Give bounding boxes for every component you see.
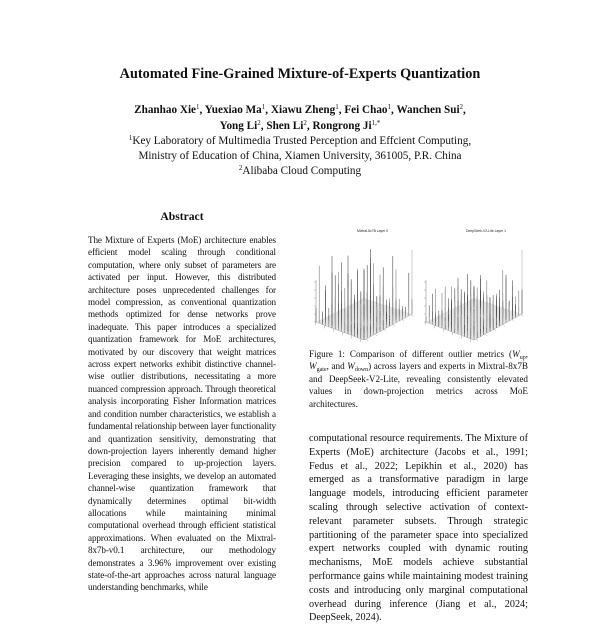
y-tick [485, 334, 487, 336]
author-list [0, 102, 600, 134]
affiliation-1-text: Key Laboratory of Multimedia Trusted Perception and Effcient Computing, [132, 135, 472, 147]
x-tick [351, 336, 352, 339]
paper-title: Automated Fine-Grained Mixture-of-Experts Quantization [119, 66, 481, 82]
panel-left-3d-plot [314, 249, 413, 342]
caption-comma: , [525, 349, 528, 359]
intro-paragraph: computational resource requirements. The Mixture of Experts (MoE) architecture (Jacobs et al., 1991; Fedus et al., 2022; Lepikhin et al., 2020) has emerged as a transformative paradigm in large language models, introducing efficient parameter scaling through selective activation of context-relevant parameter subsets. Through strategic partitioning of the parameter space into specialized expert networks coupled with dynamic routing mechanisms, MoE models achieve substantial performance gains while maintaining modest training costs and introducing only marginal computational overhead during inference (Jiang et al., 2024; DeepSeek, 2024). [309, 433, 528, 624]
affiliation-2-sup: 2 [238, 164, 243, 172]
y-tick [476, 339, 478, 341]
author-affiliation-sup: 1 [196, 103, 200, 111]
author-separator: , [391, 104, 397, 116]
author-affiliation-sup: 1,* [371, 119, 381, 127]
affiliation-2 [0, 164, 600, 179]
abstract-text: The Mixture of Experts (MoE) architecture enables efficient model scaling through conditional computation, where only subset of parameters are activated per input. However, this distributed architecture poses unprecedented challenges for model compression, as conventional quantization methods optimized for dense networks prove inadequate. This paper introduces a specialized quantization framework for MoE architectures, motivated by our discovery that weight matrices across expert networks exhibit distinctive channel-wise outlier distributions, necessitating a more nuanced compression approach. Through theoretical analysis incorporating Fisher Information matrices and condition number characteristics, we establish a fundamental relationship between layer functionality and quantization sensitivity, demonstrating that down-projection layers inherently demand higher precision compared to up-projection layers. Leveraging these insights, we develop an automated channel-wise quantization framework that dynamically determines optimal bit-width allocations while maintaining minimal computational overhead through efficient statistical approximations. When evaluated on the Mixtral-8x7b-v0.1 architecture, our methodology demonstrates a 3.96% improvement over existing state-of-the-art approaches across natural language understanding benchmarks, while [88, 235, 276, 593]
author-name: Zhanhao Xie [134, 104, 197, 116]
x-tick [461, 336, 462, 339]
figure-1-caption [309, 348, 528, 410]
x-tick [425, 322, 426, 325]
affiliation-1-line-2: Ministry of Education of China, Xiamen University, 361005, P.R. China [138, 150, 462, 162]
author-name: Xiawu Zheng [270, 104, 336, 116]
y-tick [512, 319, 514, 321]
figure-1-plots [308, 218, 528, 342]
affiliations [0, 134, 600, 179]
panel-left-title: Mixtral-8x7B Layer 0 [357, 229, 389, 233]
caption-sub-up: up [519, 355, 526, 361]
y-tick [366, 339, 368, 341]
caption-w-up: W [512, 349, 520, 359]
y-tick [375, 334, 377, 336]
x-tick [324, 325, 325, 328]
y-tick [411, 315, 413, 317]
caption-part-3: ) across layers and experts in Mixtral-8x7B and DeepSeek-V2-Lite, revealing consistently elevated values in down-projection metrics across MoE architectures. [309, 361, 528, 409]
author-affiliation-sup: 1 [387, 103, 392, 111]
x-tick [342, 332, 343, 335]
author-name: Yuexiao Ma [204, 104, 262, 116]
author-line-1 [0, 102, 600, 118]
affiliation-1-sup: 1 [128, 134, 133, 142]
author-separator: , [265, 104, 271, 116]
author-affiliation-sup: 2 [303, 119, 307, 127]
author-name: Yong Li [219, 120, 258, 132]
x-tick [452, 332, 453, 335]
caption-sub-down: down [354, 367, 369, 374]
y-tick [384, 329, 386, 331]
author-name: Wanchen Sui [396, 104, 460, 116]
x-tick [315, 322, 316, 325]
author-name: Rongrong Ji [312, 120, 372, 132]
x-tick [360, 339, 361, 342]
y-tick [494, 329, 496, 331]
affiliation-1-line-1 [0, 134, 600, 149]
author-affiliation-sup: 2 [459, 103, 464, 111]
author-separator: , [260, 120, 267, 132]
y-tick [402, 319, 404, 321]
author-affiliation-sup: 1 [335, 103, 339, 111]
x-tick [333, 329, 334, 332]
author-name: Fei Chao [344, 104, 388, 116]
affiliation-2-text: Alibaba Cloud Computing [242, 165, 362, 177]
x-tick [470, 339, 471, 342]
author-separator: , [199, 104, 205, 116]
y-tick [393, 324, 395, 326]
author-separator: , [338, 104, 345, 116]
caption-w-down: W [347, 361, 355, 372]
x-tick [434, 325, 435, 328]
caption-part-2: , and [326, 361, 348, 372]
caption-part-1: Figure 1: Comparison of different outlier metrics ( [309, 349, 513, 359]
author-affiliation-sup: 2 [257, 119, 261, 127]
author-name: Shen Li [266, 120, 304, 132]
panel-right-3d-plot [424, 250, 523, 342]
figure-1 [308, 218, 528, 342]
caption-w-gate: W [309, 361, 317, 372]
caption-sub-gate: gate [316, 367, 327, 374]
author-line-2 [0, 118, 600, 134]
abstract-heading: Abstract [160, 210, 204, 223]
author-affiliation-sup: 1 [261, 103, 266, 111]
panel-right-title: DeepSeek-V2-Lite Layer 1 [466, 229, 506, 233]
x-tick [443, 329, 444, 332]
y-tick [503, 324, 505, 326]
author-separator: , [306, 120, 313, 132]
y-tick [521, 315, 523, 317]
author-separator: , [463, 104, 466, 116]
